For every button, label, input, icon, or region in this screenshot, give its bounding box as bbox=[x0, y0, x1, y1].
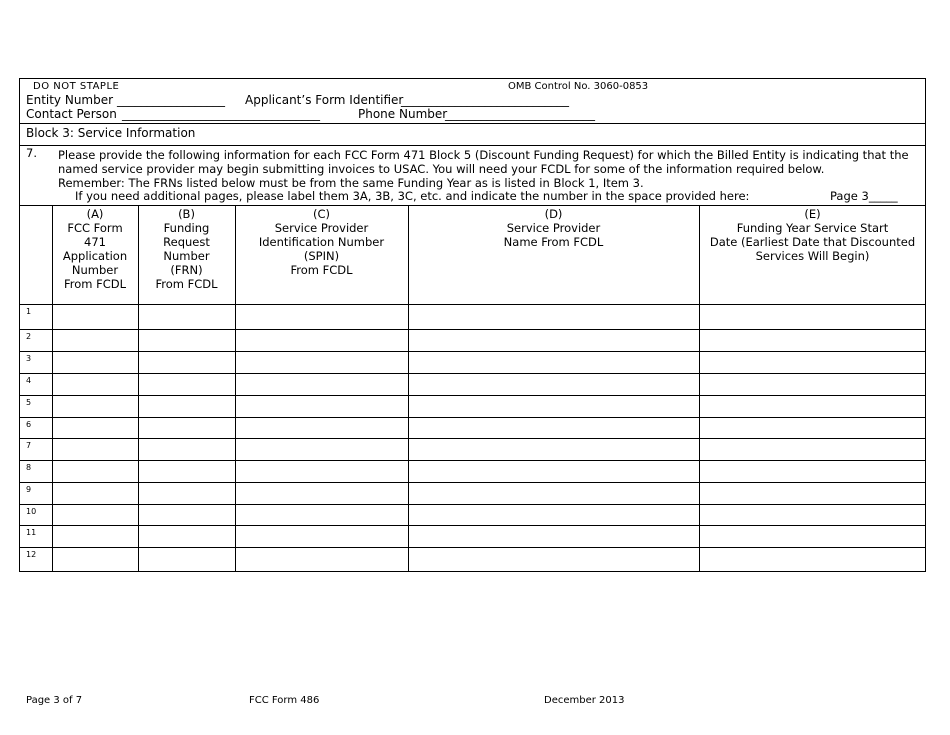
divider bbox=[20, 205, 925, 206]
entity-number-label: Entity Number bbox=[26, 93, 114, 107]
row-number: 6 bbox=[26, 420, 32, 429]
applicant-form-id-label: Applicant’s Form Identifier bbox=[245, 93, 404, 107]
row-number: 8 bbox=[26, 463, 32, 472]
table-cell-row7-b[interactable] bbox=[139, 439, 235, 460]
row-number: 3 bbox=[26, 354, 32, 363]
table-cell-row5-d[interactable] bbox=[409, 396, 699, 417]
column-header-line: Service Provider bbox=[506, 221, 601, 235]
block-title: Block 3: Service Information bbox=[26, 126, 196, 140]
row-number: 12 bbox=[26, 550, 37, 559]
table-cell-row9-d[interactable] bbox=[409, 483, 699, 504]
column-header-c bbox=[235, 207, 408, 277]
table-cell-row1-c[interactable] bbox=[236, 305, 408, 329]
applicant-form-id-field[interactable]: ____________________________ bbox=[401, 93, 569, 107]
table-cell-row4-b[interactable] bbox=[139, 374, 235, 395]
table-cell-row11-d[interactable] bbox=[409, 526, 699, 547]
divider bbox=[20, 145, 925, 146]
row-number: 9 bbox=[26, 485, 32, 494]
table-cell-row2-a[interactable] bbox=[53, 330, 138, 351]
table-cell-row6-d[interactable] bbox=[409, 418, 699, 438]
table-cell-row7-e[interactable] bbox=[700, 439, 926, 460]
instruction-line: named service provider may begin submitting invoices to USAC. You will need your FCDL for some of the information required below. bbox=[58, 162, 825, 176]
table-cell-row3-b[interactable] bbox=[139, 352, 235, 373]
footer-date: December 2013 bbox=[544, 695, 625, 706]
table-cell-row2-d[interactable] bbox=[409, 330, 699, 351]
table-cell-row8-c[interactable] bbox=[236, 461, 408, 482]
footer-page: Page 3 of 7 bbox=[26, 695, 83, 706]
instruction-line: Remember: The FRNs listed below must be from the same Funding Year as is listed in Block 1, Item 3. bbox=[58, 176, 644, 190]
table-cell-row11-e[interactable] bbox=[700, 526, 926, 547]
table-cell-row9-e[interactable] bbox=[700, 483, 926, 504]
column-header-line: Number bbox=[163, 249, 210, 263]
row-number: 1 bbox=[26, 307, 32, 316]
column-header-line: Identification Number bbox=[258, 235, 385, 249]
table-cell-row4-e[interactable] bbox=[700, 374, 926, 395]
omb-control-number: OMB Control No. 3060-0853 bbox=[508, 81, 649, 92]
row-number: 7 bbox=[26, 441, 32, 450]
table-cell-row5-e[interactable] bbox=[700, 396, 926, 417]
table-cell-row3-e[interactable] bbox=[700, 352, 926, 373]
table-cell-row8-d[interactable] bbox=[409, 461, 699, 482]
entity-number-field[interactable]: __________________ bbox=[117, 93, 225, 107]
table-cell-row3-a[interactable] bbox=[53, 352, 138, 373]
column-header-a bbox=[52, 207, 138, 291]
table-cell-row12-b[interactable] bbox=[139, 548, 235, 572]
column-header-line: FCC Form bbox=[67, 221, 123, 235]
contact-person-label: Contact Person bbox=[26, 107, 117, 121]
table-cell-row11-c[interactable] bbox=[236, 526, 408, 547]
table-cell-row8-b[interactable] bbox=[139, 461, 235, 482]
divider bbox=[20, 123, 925, 124]
table-cell-row1-b[interactable] bbox=[139, 305, 235, 329]
table-cell-row6-b[interactable] bbox=[139, 418, 235, 438]
table-cell-row7-d[interactable] bbox=[409, 439, 699, 460]
table-cell-row9-a[interactable] bbox=[53, 483, 138, 504]
table-cell-row6-a[interactable] bbox=[53, 418, 138, 438]
table-cell-row8-e[interactable] bbox=[700, 461, 926, 482]
table-cell-row11-a[interactable] bbox=[53, 526, 138, 547]
column-letter: (A) bbox=[86, 207, 104, 221]
phone-number-label: Phone Number bbox=[358, 107, 448, 121]
table-cell-row10-e[interactable] bbox=[700, 505, 926, 525]
do-not-staple: DO NOT STAPLE bbox=[33, 81, 120, 92]
table-cell-row1-e[interactable] bbox=[700, 305, 926, 329]
table-cell-row7-a[interactable] bbox=[53, 439, 138, 460]
row-number: 4 bbox=[26, 376, 32, 385]
column-header-line: Funding bbox=[163, 221, 210, 235]
column-header-line: Services Will Begin) bbox=[755, 249, 870, 263]
table-cell-row4-c[interactable] bbox=[236, 374, 408, 395]
column-header-line: Name From FCDL bbox=[503, 235, 604, 249]
table-cell-row12-d[interactable] bbox=[409, 548, 699, 572]
table-cell-row8-a[interactable] bbox=[53, 461, 138, 482]
table-cell-row7-c[interactable] bbox=[236, 439, 408, 460]
table-cell-row12-c[interactable] bbox=[236, 548, 408, 572]
table-cell-row2-e[interactable] bbox=[700, 330, 926, 351]
column-letter: (C) bbox=[312, 207, 330, 221]
column-letter: (B) bbox=[178, 207, 195, 221]
row-number: 11 bbox=[26, 528, 37, 537]
table-cell-row12-a[interactable] bbox=[53, 548, 138, 572]
column-header-b bbox=[138, 207, 235, 291]
column-header-line: Date (Earliest Date that Discounted bbox=[709, 235, 916, 249]
form-frame bbox=[19, 78, 926, 572]
column-header-line: (SPIN) bbox=[303, 249, 340, 263]
table-cell-row1-d[interactable] bbox=[409, 305, 699, 329]
table-cell-row10-d[interactable] bbox=[409, 505, 699, 525]
table-cell-row4-a[interactable] bbox=[53, 374, 138, 395]
table-cell-row2-c[interactable] bbox=[236, 330, 408, 351]
table-cell-row5-b[interactable] bbox=[139, 396, 235, 417]
table-cell-row5-a[interactable] bbox=[53, 396, 138, 417]
column-header-line: From FCDL bbox=[155, 277, 218, 291]
row-number: 10 bbox=[26, 507, 37, 516]
footer-form: FCC Form 486 bbox=[249, 695, 320, 706]
contact-person-field[interactable]: _________________________________ bbox=[122, 107, 320, 121]
table-cell-row6-e[interactable] bbox=[700, 418, 926, 438]
table-cell-row6-c[interactable] bbox=[236, 418, 408, 438]
table-cell-row10-a[interactable] bbox=[53, 505, 138, 525]
column-header-line: Application bbox=[62, 249, 128, 263]
row-number: 2 bbox=[26, 332, 32, 341]
table-cell-row4-d[interactable] bbox=[409, 374, 699, 395]
instruction-line: Please provide the following information for each FCC Form 471 Block 5 (Discount Funding Request) for which the Billed Entity is indicating that the bbox=[58, 148, 909, 162]
page-number-field[interactable]: Page 3_____ bbox=[830, 189, 898, 203]
table-cell-row10-b[interactable] bbox=[139, 505, 235, 525]
table-cell-row1-a[interactable] bbox=[53, 305, 138, 329]
item-number: 7. bbox=[26, 146, 37, 160]
table-cell-row2-b[interactable] bbox=[139, 330, 235, 351]
table-cell-row12-e[interactable] bbox=[700, 548, 926, 572]
table-cell-row3-c[interactable] bbox=[236, 352, 408, 373]
column-letter: (D) bbox=[544, 207, 563, 221]
column-letter: (E) bbox=[804, 207, 821, 221]
table-cell-row5-c[interactable] bbox=[236, 396, 408, 417]
column-header-line: From FCDL bbox=[63, 277, 127, 291]
row-number: 5 bbox=[26, 398, 32, 407]
column-header-line: Number bbox=[71, 263, 119, 277]
table-cell-row10-c[interactable] bbox=[236, 505, 408, 525]
table-cell-row9-b[interactable] bbox=[139, 483, 235, 504]
column-header-line: Funding Year Service Start bbox=[736, 221, 889, 235]
column-header-line: 471 bbox=[84, 235, 106, 249]
phone-number-field[interactable]: _________________________ bbox=[445, 107, 595, 121]
instruction-line: If you need additional pages, please label them 3A, 3B, 3C, etc. and indicate the number in the space provided here: bbox=[75, 189, 750, 203]
table-cell-row9-c[interactable] bbox=[236, 483, 408, 504]
column-header-line: (FRN) bbox=[170, 263, 203, 277]
column-header-e bbox=[699, 207, 926, 263]
column-header-line: Service Provider bbox=[274, 221, 369, 235]
column-header-line: From FCDL bbox=[290, 263, 353, 277]
column-header-d bbox=[408, 207, 699, 249]
column-header-line: Request bbox=[163, 235, 210, 249]
table-cell-row11-b[interactable] bbox=[139, 526, 235, 547]
table-cell-row3-d[interactable] bbox=[409, 352, 699, 373]
